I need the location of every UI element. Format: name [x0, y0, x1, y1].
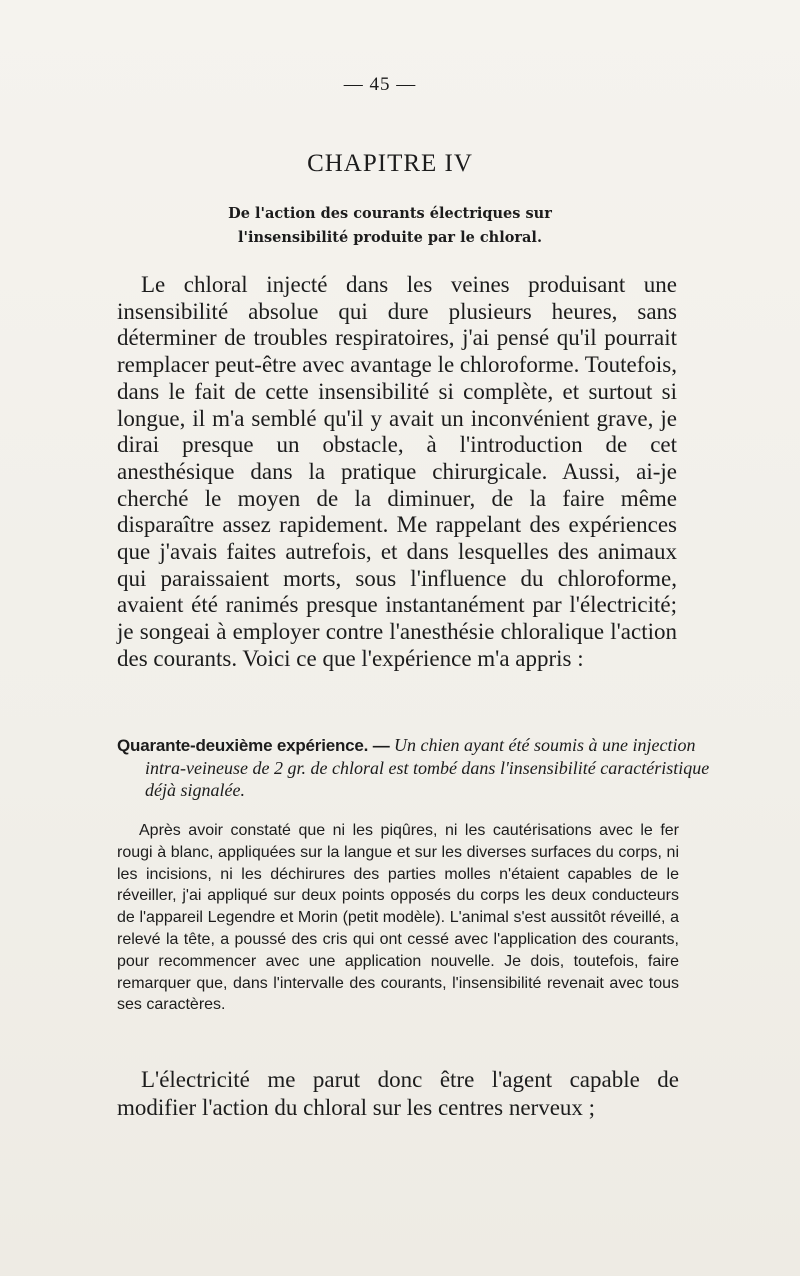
page-number: — 45 — — [343, 74, 417, 95]
chapter-subtitle — [0, 202, 780, 250]
experiment-report-paragraph: Après avoir constaté que ni les piqûres, ni les cautérisations avec le fer rougi à blanc, appliquées sur la langue et sur les diverses surfaces du corps, ni les incisions, ni les déchirures des parties molles n'étaient capables de le réveiller, j'ai appliqué sur deux points opposés du corps les deux conducteurs de l'appareil Legendre et Morin (petit modèle). L'animal s'est aussitôt réveillé, a relevé la tête, a poussé des cris qui ont cessé avec l'application des courants, pour recommencer avec une application nouvelle. Je dois, toutefois, faire remarquer que, dans l'intervalle des courants, l'insensibilité revenait avec tous ses caractères. — [117, 822, 679, 1014]
chapter-title: CHAPITRE IV — [307, 150, 473, 177]
main-paragraph: Le chloral injecté dans les veines produisant une insensibilité absolue qui dure plusieurs heures, sans déterminer de troubles respiratoires, j'ai pensé qu'il pourrait remplacer peut-être avec avantage le chloroforme. Toutefois, dans le fait de cette insensibilité si complète, et surtout si longue, il m'a semblé qu'il y avait un inconvénient grave, je dirai presque un obstacle, à l'introduction de cet anesthésique dans la pratique chirurgicale. Aussi, ai-je cherché le moyen de la diminuer, de la faire même disparaître assez rapidement. Me rappelant des expériences que j'avais faites autrefois, et dans lesquelles des animaux qui paraissaient morts, sous l'influence du chloroforme, avaient été ranimés presque instantanément par l'électricité; je songeai à employer contre l'anesthésie chloralique l'action des courants. Voici ce que l'expérience m'a appris : — [117, 272, 677, 671]
subtitle-line-2: l'insensibilité produite par le chloral. — [238, 229, 542, 246]
experiment-entry — [117, 734, 710, 801]
closing-paragraph: L'électricité me parut donc être l'agent capable de modifier l'action du chloral sur les centres nerveux ; — [117, 1067, 679, 1120]
subtitle-line-1: De l'action des courants électriques sur — [228, 205, 552, 222]
experiment-description: Un chien ayant été soumis à une injection intra-veineuse de 2 gr. de chloral est tombé dans l'insensibilité caractéristique déjà signalée. — [145, 735, 710, 800]
experiment-heading: Quarante-deuxième expérience. — — [117, 736, 390, 755]
